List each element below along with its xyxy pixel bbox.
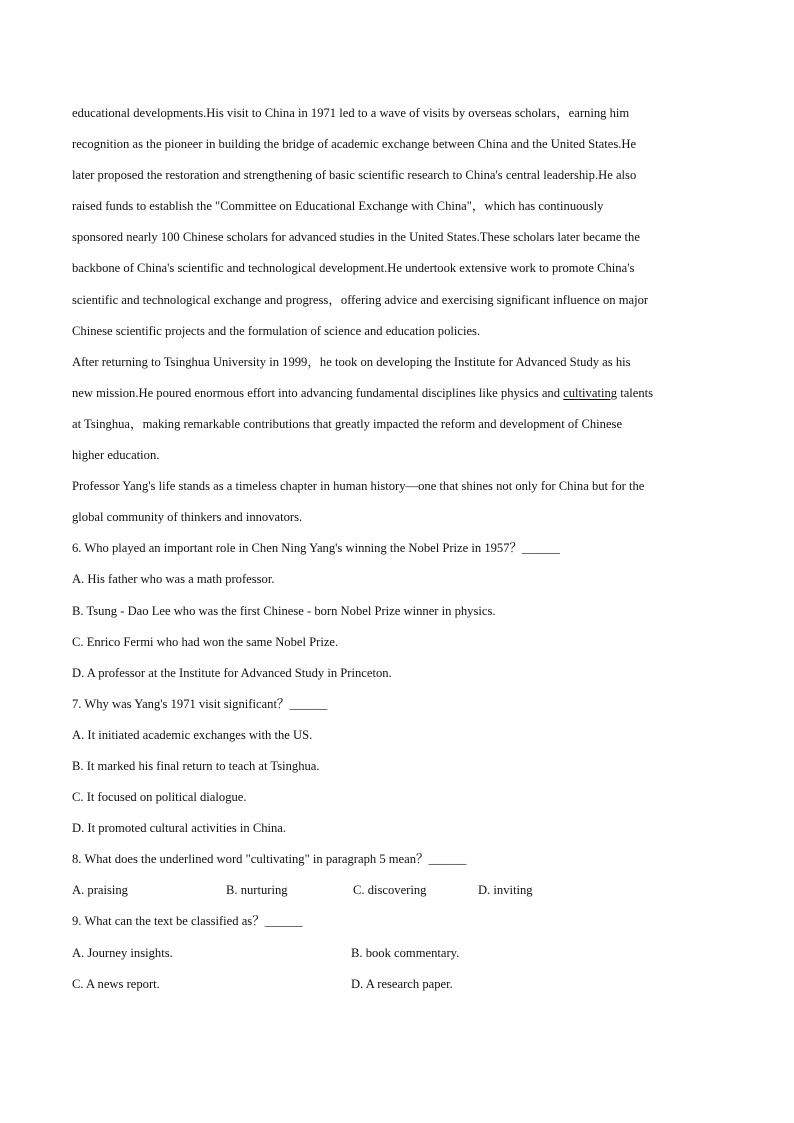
option-c: C. It focused on political dialogue. xyxy=(72,790,247,805)
option-a: A. It initiated academic exchanges with the US. xyxy=(72,727,313,742)
passage-line: Chinese scientific projects and the formulation of science and education policies. xyxy=(72,323,481,338)
option-b: B. Tsung - Dao Lee who was the first Chinese - born Nobel Prize winner in physics. xyxy=(72,603,496,618)
passage-line: recognition as the pioneer in building the bridge of academic exchange between China and the United States.He xyxy=(72,137,637,152)
underlined-word: cultivating xyxy=(563,385,618,400)
options-row xyxy=(72,938,732,969)
question-stem: 7. Why was Yang's 1971 visit significant？______ xyxy=(72,696,328,711)
option-b: B. It marked his final return to teach at Tsinghua. xyxy=(72,758,320,773)
passage-line: higher education. xyxy=(72,448,160,463)
option-a: A. His father who was a math professor. xyxy=(72,572,275,587)
option-d: D. A research paper. xyxy=(351,976,453,991)
question-7 xyxy=(72,689,732,844)
question-stem: 9. What can the text be classified as？______ xyxy=(72,914,303,929)
passage-line: global community of thinkers and innovators. xyxy=(72,510,303,525)
option-a: A. Journey insights. xyxy=(72,945,173,960)
passage-line: sponsored nearly 100 Chinese scholars for advanced studies in the United States.These scholars later became the xyxy=(72,230,640,245)
passage-line: raised funds to establish the "Committee on Educational Exchange with China"，which has continuously xyxy=(72,199,604,214)
option-d: D. inviting xyxy=(478,883,533,898)
passage-line: Professor Yang's life stands as a timeless chapter in human history—one that shines not only for China but for the xyxy=(72,479,645,494)
passage xyxy=(72,98,732,533)
option-c: C. Enrico Fermi who had won the same Nobel Prize. xyxy=(72,634,339,649)
question-8 xyxy=(72,844,732,906)
passage-line xyxy=(72,378,732,409)
option-c: C. discovering xyxy=(353,883,427,898)
passage-line: educational developments.His visit to China in 1971 led to a wave of visits by overseas scholars，earning him xyxy=(72,106,630,120)
passage-line: at Tsinghua，making remarkable contributions that greatly impacted the reform and development of Chinese xyxy=(72,416,623,431)
option-b: B. nurturing xyxy=(226,883,288,898)
option-d: D. A professor at the Institute for Advanced Study in Princeton. xyxy=(72,665,392,680)
passage-line: After returning to Tsinghua University in 1999，he took on developing the Institute for Advanced Study as his xyxy=(72,354,631,369)
option-b: B. book commentary. xyxy=(351,945,460,960)
question-stem: 8. What does the underlined word "cultivating" in paragraph 5 mean？______ xyxy=(72,852,467,867)
passage-line: scientific and technological exchange and progress，offering advice and exercising significant influence on major xyxy=(72,292,649,307)
option-c: C. A news report. xyxy=(72,976,160,991)
passage-line: backbone of China's scientific and technological development.He undertook extensive work to promote China's xyxy=(72,261,635,276)
question-6 xyxy=(72,533,732,688)
passage-text: new mission.He poured enormous effort into advancing fundamental disciplines like physics and xyxy=(72,385,564,400)
option-d: D. It promoted cultural activities in China. xyxy=(72,821,287,836)
passage-line: later proposed the restoration and strengthening of basic scientific research to China's central leadership.He also xyxy=(72,168,637,183)
passage-text: talents xyxy=(617,385,654,400)
question-stem: 6. Who played an important role in Chen Ning Yang's winning the Nobel Prize in 1957？______ xyxy=(72,541,560,556)
question-9 xyxy=(72,906,732,999)
options-row xyxy=(72,875,732,906)
document-page xyxy=(72,98,732,1000)
options-row xyxy=(72,969,732,1000)
option-a: A. praising xyxy=(72,883,128,898)
